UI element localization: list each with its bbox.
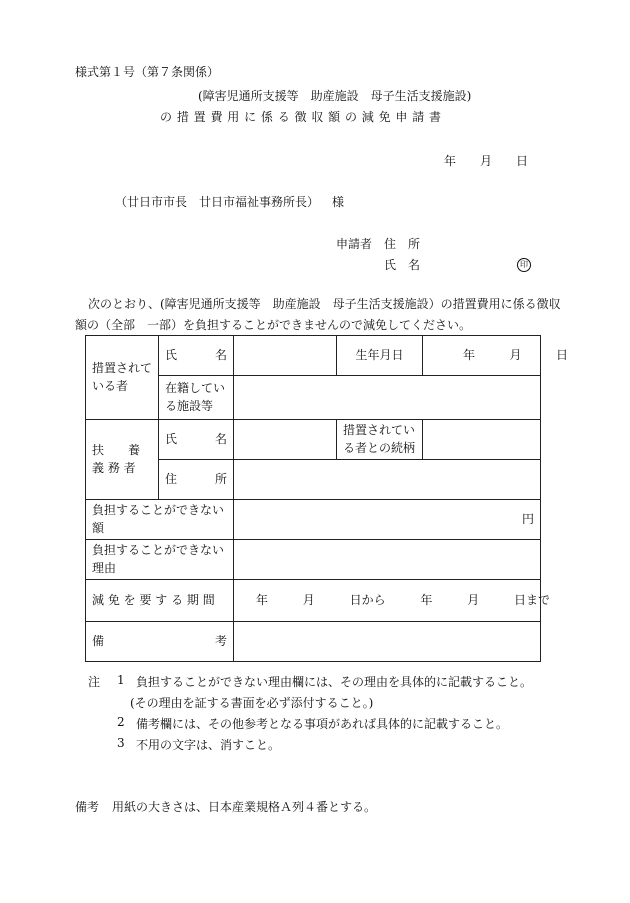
date-day: 日 [515,154,528,168]
facility-field[interactable] [234,376,541,420]
footer-label: 備考 [75,800,100,814]
applicant-name-label: 氏 名 [384,258,421,272]
note-2-text: 備考欄には、その他参考となる事項があれば具体的に記載すること。 [136,717,509,731]
supporter-name-field[interactable] [234,420,337,460]
amount-field[interactable] [234,500,541,540]
note-2-number: 2 [117,715,125,729]
seal-icon: 印 [517,258,531,272]
birthdate-field[interactable]: 年 月 日 [423,336,541,376]
placed-name-field[interactable] [234,336,337,376]
date-year: 年 [444,154,457,168]
birthdate-label: 生年月日 [337,336,423,376]
relation-label: 措置されている者との続柄 [337,420,423,460]
placed-person-label: 措置されている者 [86,336,159,420]
reason-label: 負担することができない理由 [86,540,234,580]
form-number: 様式第１号（第７条関係） [75,65,220,79]
note-3-text: 不用の文字は、消すこと。 [136,738,281,752]
reason-field[interactable] [234,540,541,580]
addressee-name: （廿日市市長 廿日市福祉事務所長） [115,195,320,209]
remarks-label: 備 考 [86,622,234,662]
intro-line-2: 額の（全部 一部）を負担することができませんので減免してください。 [75,318,472,332]
note-1-sub: (その理由を証する書面を必ず添付すること。) [130,696,374,710]
applicant-address-label: 住 所 [384,237,421,251]
submission-date [444,152,528,169]
notes-prefix: 注 [88,675,101,689]
supporter-name-label: 氏 名 [159,420,234,460]
application-table [85,335,568,662]
period-field[interactable]: 年 月 日から 年 月 日まで [234,580,541,622]
facility-label: 在籍している施設等 [159,376,234,420]
period-label: 減 免 を 要 す る 期 間 [86,580,234,622]
supporter-address-field[interactable] [234,460,541,500]
footer-text: 用紙の大きさは、日本産業規格Ａ列４番とする。 [112,800,377,814]
relation-field[interactable] [423,420,541,460]
placed-name-label: 氏 名 [159,336,234,376]
note-3-number: 3 [117,736,125,750]
date-month: 月 [479,154,492,168]
applicant-label: 申請者 [336,237,373,251]
page-title: の 措 置 費 用 に 係 る 徴 収 額 の 減 免 申 請 書 [160,110,442,124]
category-line: (障害児通所支援等 助産施設 母子生活支援施設) [198,89,472,103]
supporter-label: 扶 養 義 務 者 [86,420,159,500]
note-1-number: 1 [117,673,125,687]
supporter-address-label: 住 所 [159,460,234,500]
note-1-text: 負担することができない理由欄には、その理由を具体的に記載すること。 [136,675,533,689]
amount-label: 負担することができない額 [86,500,234,540]
yen-unit: 円 [521,511,534,526]
addressee-honorific: 様 [332,195,345,209]
remarks-field[interactable] [234,622,541,662]
intro-line-1: 次のとおり、(障害児通所支援等 助産施設 母子生活支援施設）の措置費用に係る徴収 [88,297,561,311]
seal-mark [517,256,531,272]
